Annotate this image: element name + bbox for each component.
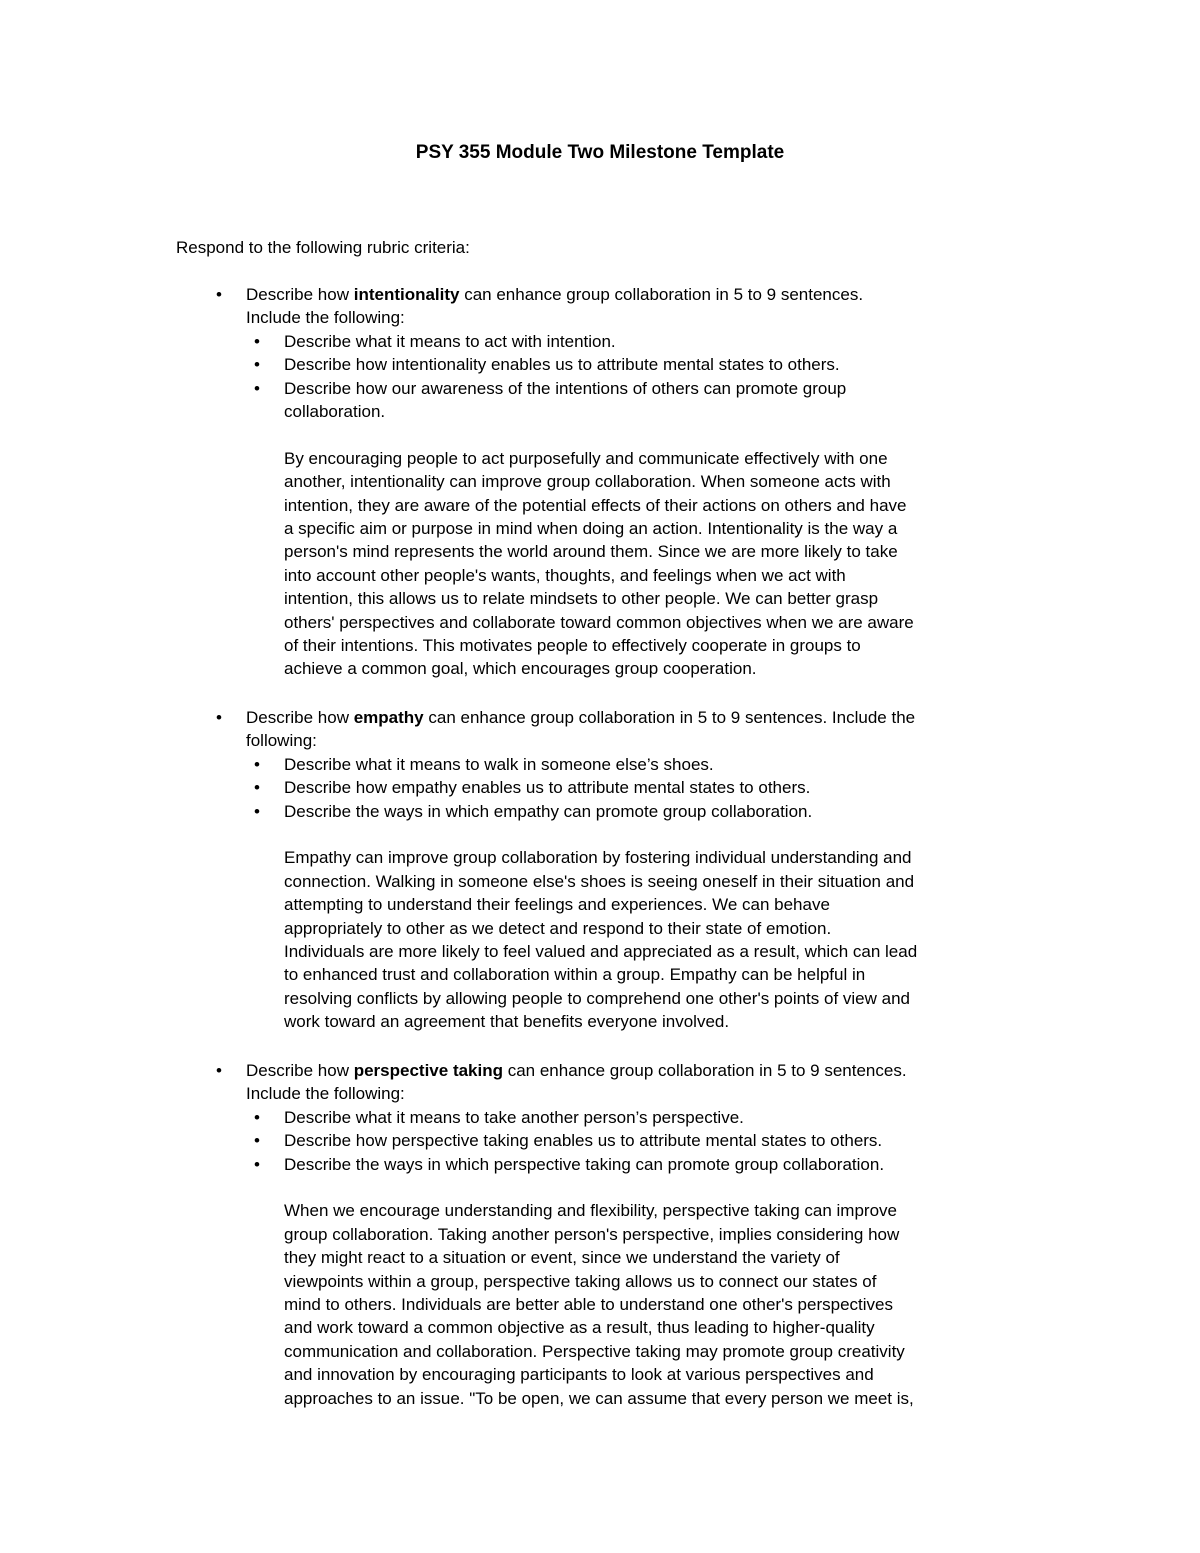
- requirement-list: [176, 330, 1036, 424]
- criterion-keyword: perspective taking: [353, 1061, 503, 1080]
- bullet-icon: •: [254, 1107, 260, 1127]
- answer-paragraph: Empathy can improve group collaboration by fostering individual understanding and connection. Walking in someone else's shoes is seeing oneself in their situation and attempting to understand their feelings and experiences. We can behave appropriately to other as we detect and respond to their state of emotion. Individuals are more likely to feel valued and appreciated as a result, which can lead to enhanced trust and collaboration within a group. Empathy can be helpful in resolving conflicts by allowing people to comprehend one other's points of view and work toward an agreement that benefits everyone involved.: [284, 848, 918, 1032]
- answer-paragraph: When we encourage understanding and flexibility, perspective taking can improve group collaboration. Taking another person's perspective, implies considering how they might react to a situation or event, since we understand the variety of viewpoints within a group, perspective taking allows us to connect our states of mind to others. Individuals are better able to understand one other's perspectives and work toward a common objective as a result, thus leading to higher-quality communication and collaboration. Perspective taking may promote group creativity and innovation by encouraging participants to look at various perspectives and approaches to an issue. "To be open, we can assume that every person we meet is,: [284, 1201, 914, 1408]
- criterion-prompt: • Describe how intentionality can enhance group collaboration in 5 to 9 sentences. Include the following:: [216, 285, 864, 328]
- bullet-icon: •: [216, 1061, 222, 1080]
- criterion-intentionality: [176, 283, 1036, 681]
- bullet-icon: •: [254, 355, 260, 375]
- bullet-icon: •: [254, 331, 260, 351]
- bullet-icon: •: [254, 778, 260, 798]
- document-title: PSY 355 Module Two Milestone Template: [415, 142, 785, 163]
- list-item: • Describe the ways in which perspective taking can promote group collaboration.: [176, 1153, 1036, 1176]
- bullet-icon: •: [254, 1131, 260, 1151]
- bullet-icon: •: [254, 801, 260, 821]
- answer-paragraph: By encouraging people to act purposefully and communicate effectively with one another, intentionality can improve group collaboration. When someone acts with intention, they are aware of the potential effects of their actions on others and have a specific aim or purpose in mind when doing an action. Intentionality is the way a person's mind represents the world around them. Since we are more likely to take into account other people's wants, thoughts, and feelings when we act with intention, this allows us to relate mindsets to other people. We can better grasp others' perspectives and collaborate toward common objectives when we are aware of their intentions. This motivates people to effectively cooperate in groups to achieve a common goal, which encourages group cooperation.: [284, 448, 914, 679]
- list-item: • Describe how empathy enables us to attribute mental states to others.: [176, 776, 1036, 799]
- list-item: • Describe what it means to walk in someone else’s shoes.: [176, 753, 1036, 776]
- bullet-icon: •: [254, 1154, 260, 1174]
- list-item: • Describe how perspective taking enables us to attribute mental states to others.: [176, 1129, 1036, 1152]
- criterion-keyword: empathy: [353, 708, 424, 727]
- requirement-list: [176, 753, 1036, 823]
- bullet-icon: •: [216, 708, 222, 727]
- bullet-icon: •: [216, 285, 222, 304]
- criterion-empathy: [176, 706, 1036, 1034]
- criterion-prompt: • Describe how empathy can enhance group collaboration in 5 to 9 sentences. Include the following:: [216, 708, 916, 751]
- criterion-keyword: intentionality: [353, 285, 460, 304]
- list-item: • Describe how intentionality enables us to attribute mental states to others.: [176, 353, 1036, 376]
- bullet-icon: •: [254, 378, 260, 398]
- intro-text: Respond to the following rubric criteria:: [176, 238, 470, 257]
- criterion-perspective-taking: [176, 1059, 1036, 1410]
- list-item: • Describe the ways in which empathy can promote group collaboration.: [176, 800, 1036, 823]
- list-item: • Describe how our awareness of the intentions of others can promote group collaboration.: [254, 378, 847, 422]
- requirement-list: [176, 1106, 1036, 1176]
- bullet-icon: •: [254, 754, 260, 774]
- criterion-prompt: • Describe how perspective taking can enhance group collaboration in 5 to 9 sentences. Include the following:: [216, 1061, 907, 1104]
- list-item: • Describe what it means to take another person’s perspective.: [176, 1106, 1036, 1129]
- list-item: • Describe what it means to act with intention.: [176, 330, 1036, 353]
